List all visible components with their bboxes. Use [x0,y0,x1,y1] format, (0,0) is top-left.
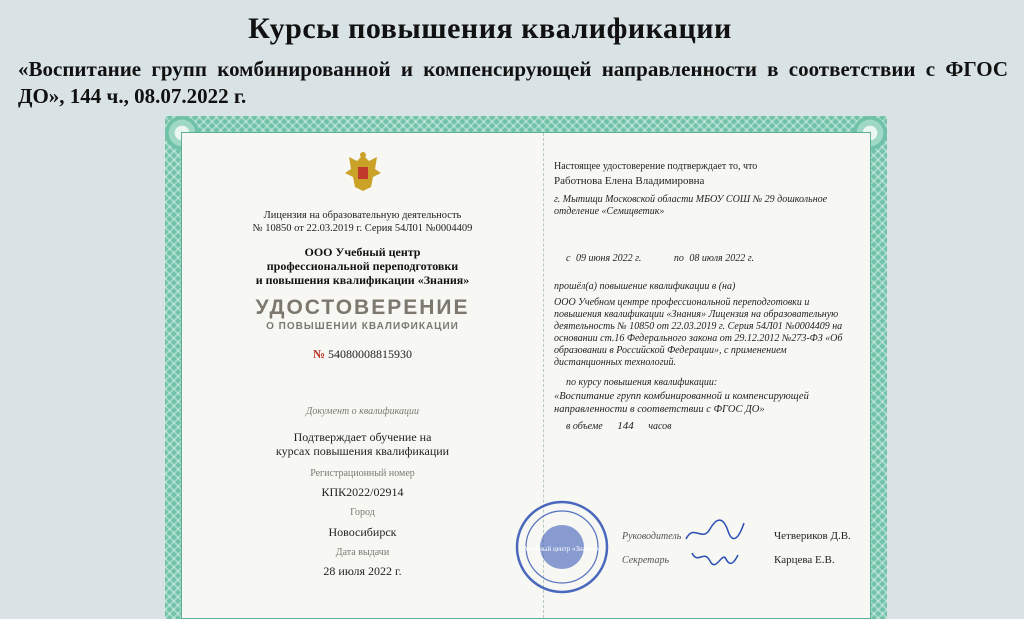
study-period [566,253,846,265]
volume-label: в объеме [566,421,603,432]
passed-line-1: ООО Учебном центре профессиональной переподготовки и [554,297,810,308]
registration-number: КПК2022/02914 [321,485,404,499]
city-value: Новосибирск [328,525,397,539]
organization-seal [514,499,610,595]
head-signature-icon [684,517,746,545]
license-line-1: Лицензия на образовательную деятельность [263,210,462,221]
slide-title: Курсы повышения квалификации [248,12,732,45]
head-name: Четвериков Д.В. [774,530,851,542]
to-date: 08 июля 2022 г. [689,253,754,264]
certificate-frame [165,116,887,619]
document-number: 54080008815930 [328,347,413,361]
person-name: Работнова Елена Владимировна [554,175,705,187]
issue-date: 28 июля 2022 г. [323,564,402,578]
registration-label: Регистрационный номер [310,468,415,479]
confirms-intro: Настоящее удостоверение подтверждает то, что [554,161,758,172]
passed-line-6: дистанционных технологий. [554,357,676,368]
course-label: по курсу повышения квалификации: [566,377,718,388]
course-line-1: «Воспитание групп комбинированной и компенсирующей [554,391,809,402]
passed-line-4: основании ст.16 Федерального закона от 29.12.2012 №273-ФЗ «Об [554,333,843,344]
coat-of-arms-icon [343,151,383,193]
secretary-signature-icon [690,545,740,569]
certificate-left-page [182,133,544,618]
org-line-3: и повышения квалификации «Знания» [255,273,470,287]
seal-text: Учебный центр «Знания» [523,545,601,553]
certificate-right-page [523,133,870,618]
org-line-1: ООО Учебный центр [304,245,421,259]
document-title: УДОСТОВЕРЕНИЕ [255,296,470,319]
passed-label: прошёл(а) повышение квалификации в (на) [554,281,736,292]
course-line-2: направленности в соответствии с ФГОС ДО» [554,404,765,415]
passed-line-3: деятельность № 10850 от 22.03.2019 г. Серия 54Л01 №0004409 на [554,321,843,332]
passed-line-5: образовании в Российской Федерации», с применением [554,345,787,356]
certificate-paper [181,132,871,619]
number-sign: № [312,347,326,361]
volume-row [566,420,856,433]
workplace-line-2: отделение «Семицветик» [554,206,665,217]
from-date: 09 июня 2022 г. [575,253,642,264]
slide-subtitle: «Воспитание групп комбинированной и компенсирующей направленности в соответствии с ФГОС ДО», 144 ч., 08.07.2022 г. [18,57,1008,108]
hours-label: часов [648,421,672,432]
document-number-row [182,347,543,362]
confirms-line-1: Подтверждает обучение на [293,430,432,444]
head-label: Руководитель [622,531,682,542]
org-line-2: профессиональной переподготовки [266,259,459,273]
secretary-name: Карцева Е.В. [774,554,835,566]
to-label: по [673,253,684,264]
from-label: с [566,253,571,264]
confirms-line-2: курсах повышения квалификации [275,444,450,458]
passed-line-2: повышения квалификации «Знания» Лицензия на образовательную [554,309,839,320]
volume-hours: 144 [617,420,634,432]
workplace-line-1: г. Мытищи Московской области МБОУ СОШ № 29 дошкольное [554,194,828,205]
document-kind: Документ о квалификации [305,406,420,417]
secretary-label: Секретарь [622,555,670,566]
city-label: Город [350,507,375,518]
date-label: Дата выдачи [335,547,390,558]
document-subtitle: О ПОВЫШЕНИИ КВАЛИФИКАЦИИ [266,321,459,332]
license-line-2: № 10850 от 22.03.2019 г. Серия 54Л01 №0004409 [252,223,473,234]
